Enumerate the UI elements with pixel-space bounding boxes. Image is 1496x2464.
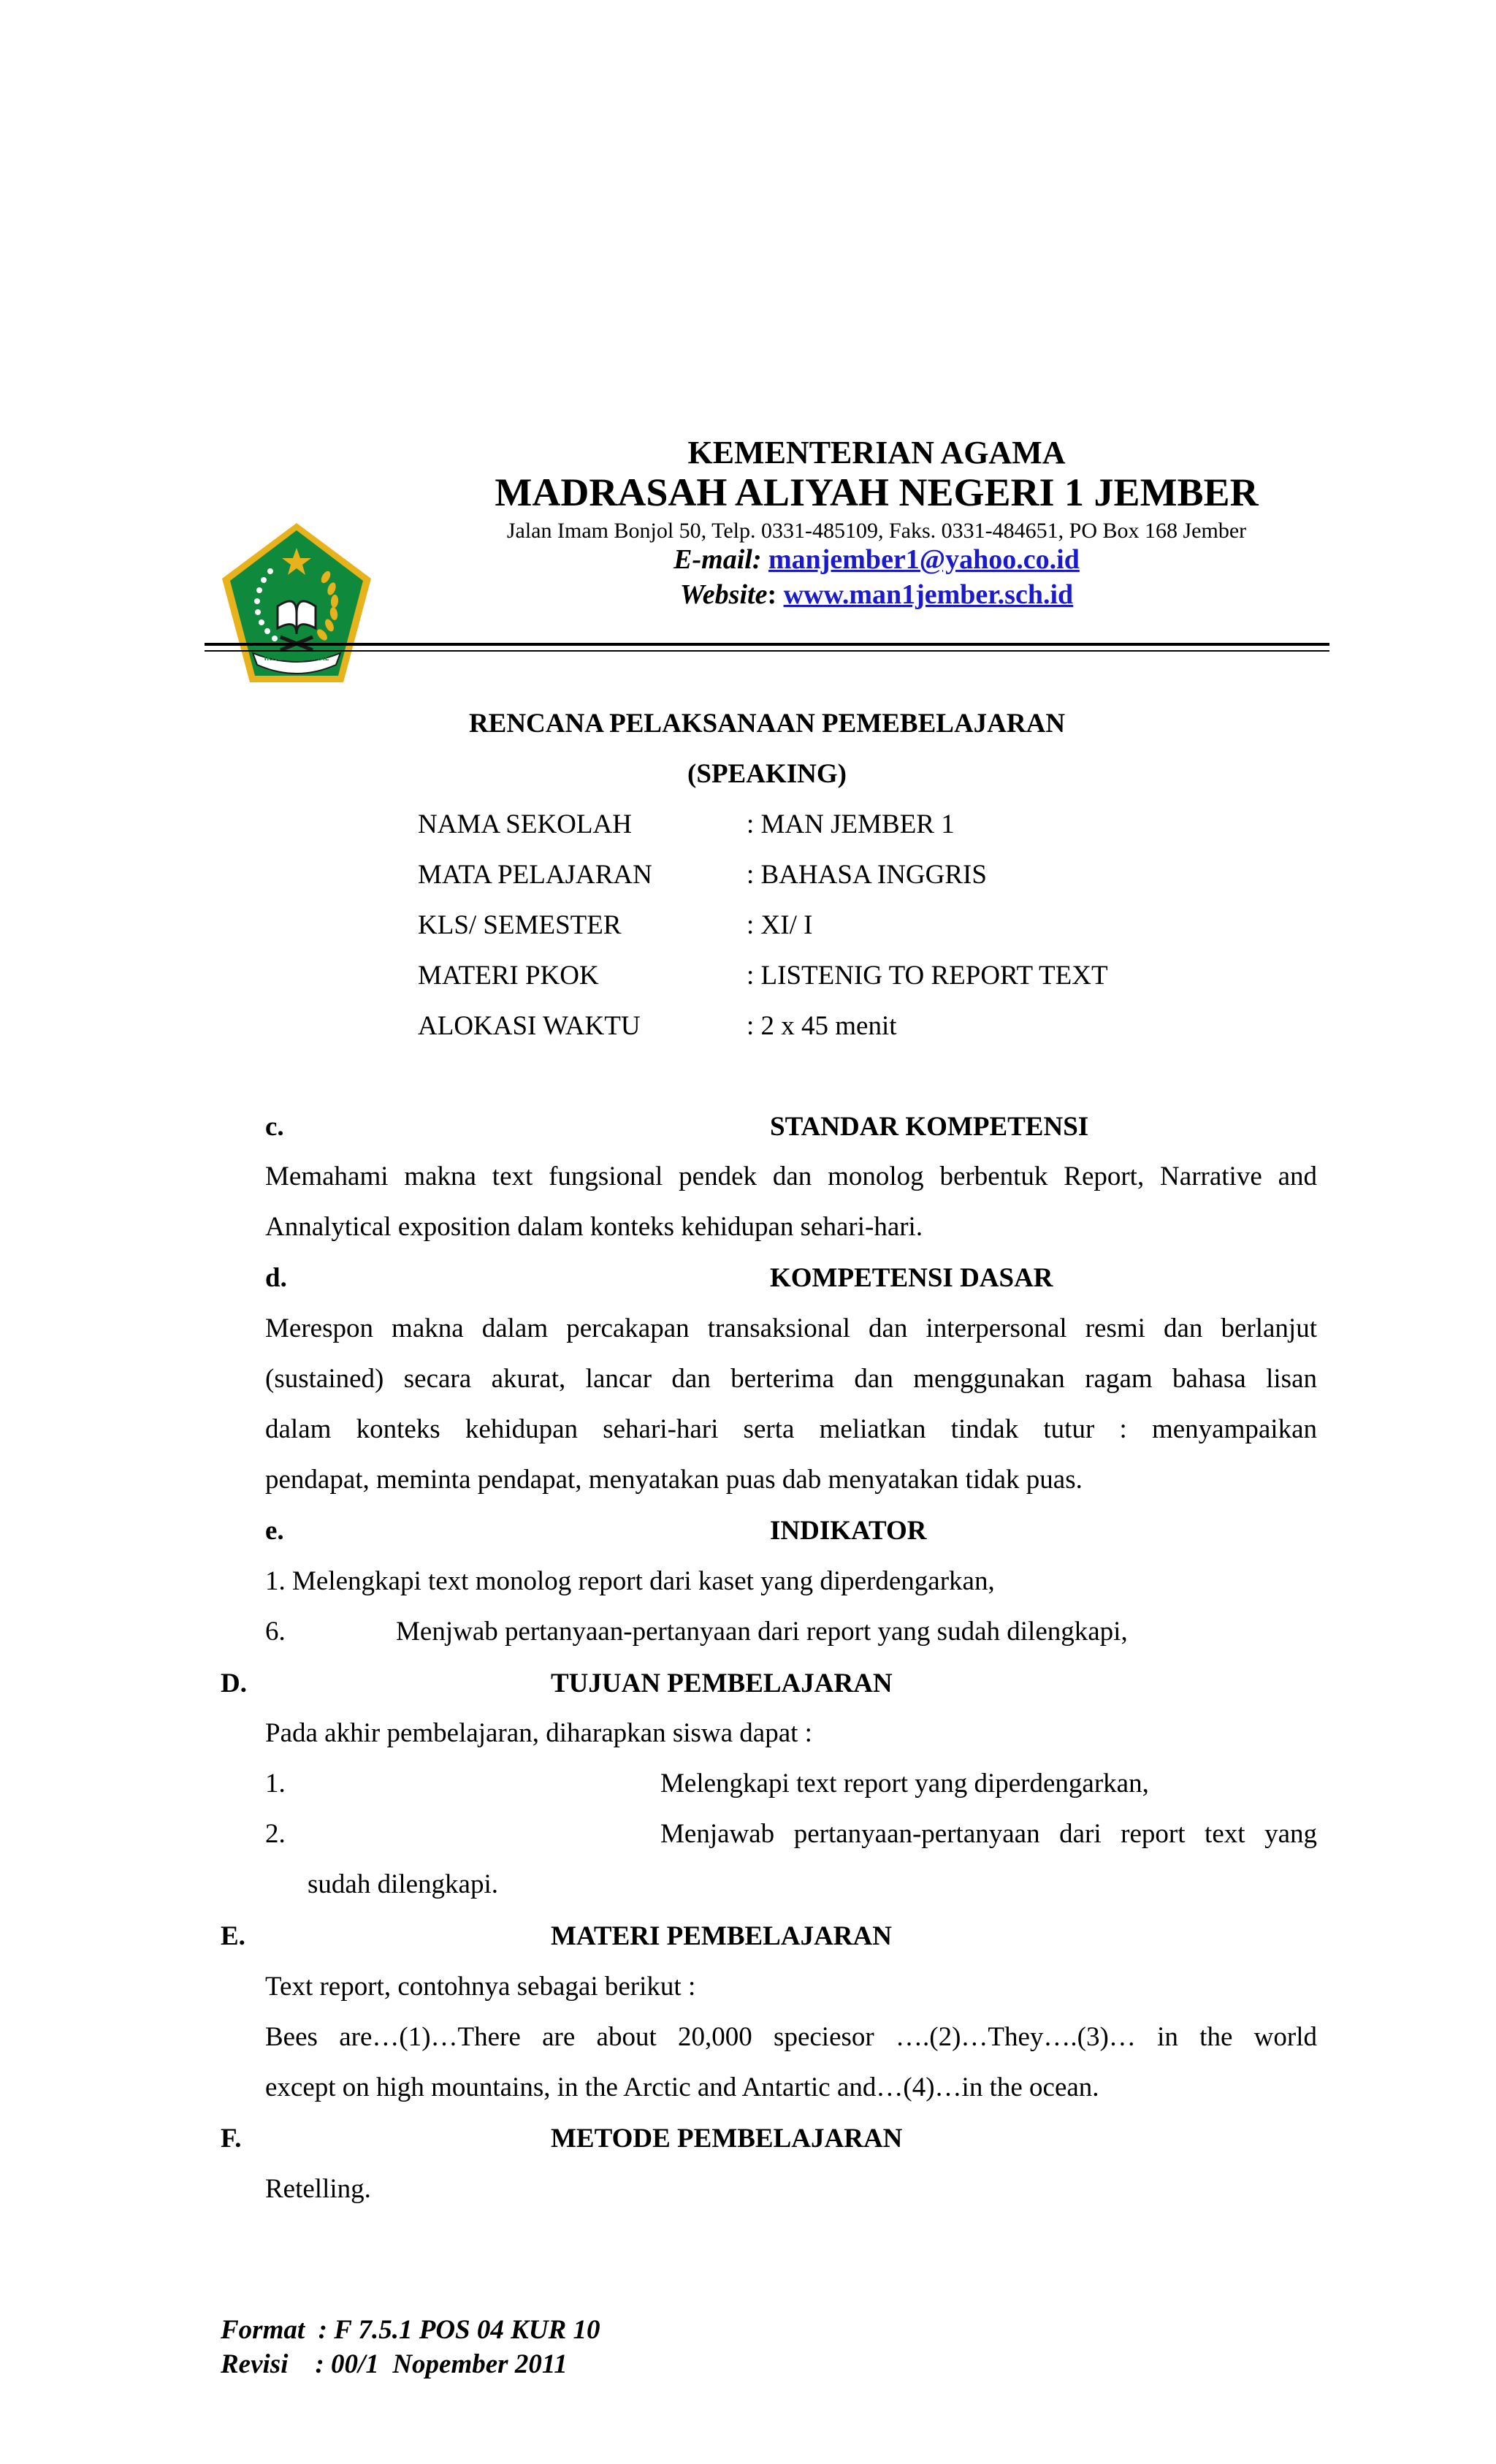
section-heading: KOMPETENSI DASAR: [770, 1263, 1053, 1293]
list-number: 1.: [265, 1769, 286, 1799]
section-letter: e.: [265, 1516, 284, 1546]
section-heading: METODE PEMBELAJARAN: [551, 2124, 903, 2154]
paragraph-line: pendapat, meminta pendapat, menyatakan puas dab menyatakan tidak puas.: [265, 1465, 1083, 1495]
website-line: [365, 579, 1388, 611]
section-letter: E.: [221, 1921, 245, 1951]
email-link[interactable]: manjember1@yahoo.co.id: [768, 544, 1080, 575]
document-title: RENCANA PELAKSANAAN PEMEBELAJARAN: [468, 709, 1066, 739]
info-label: MATA PELAJARAN: [418, 860, 652, 890]
paragraph-line: Annalytical exposition dalam konteks kehidupan sehari-hari.: [265, 1212, 923, 1242]
info-label: NAMA SEKOLAH: [418, 809, 632, 839]
list-item: Menjwab pertanyaan-pertanyaan dari report yang sudah dilengkapi,: [396, 1617, 1128, 1647]
paragraph-line: Retelling.: [265, 2174, 371, 2204]
footer-format: Format : F 7.5.1 POS 04 KUR 10: [221, 2315, 600, 2345]
info-value: : XI/ I: [747, 910, 813, 940]
school-name: MADRASAH ALIYAH NEGERI 1 JEMBER: [495, 470, 1259, 514]
list-number: 6.: [265, 1617, 286, 1647]
paragraph-line: Bees are…(1)…There are about 20,000 speciesor ….(2)…They….(3)… in the world: [265, 2022, 1317, 2052]
paragraph-line: (sustained) secara akurat, lancar dan berterima dan menggunakan ragam bahasa lisan: [265, 1364, 1317, 1394]
section-heading: STANDAR KOMPETENSI: [770, 1112, 1089, 1142]
list-item: Menjawab pertanyaan-pertanyaan dari report text yang: [660, 1819, 1317, 1849]
list-item: 1. Melengkapi text monolog report dari kaset yang diperdengarkan,: [265, 1566, 995, 1596]
info-label: MATERI PKOK: [418, 961, 599, 991]
info-value: : LISTENIG TO REPORT TEXT: [747, 961, 1108, 991]
info-value: : MAN JEMBER 1: [747, 809, 955, 839]
info-value: : BAHASA INGGRIS: [747, 860, 987, 890]
info-label: KLS/ SEMESTER: [418, 910, 622, 940]
ministry-name: KEMENTERIAN AGAMA: [687, 435, 1066, 470]
header-divider-thin: [205, 650, 1329, 652]
school-address: Jalan Imam Bonjol 50, Telp. 0331-485109, Faks. 0331-484651, PO Box 168 Jember: [506, 519, 1247, 543]
list-number: 2.: [265, 1819, 286, 1849]
info-label: ALOKASI WAKTU: [418, 1011, 641, 1041]
email-label: E-mail:: [673, 544, 762, 575]
website-label: Website: [679, 579, 768, 610]
email-line: [365, 543, 1388, 576]
website-colon: :: [767, 579, 777, 610]
section-letter: D.: [221, 1668, 247, 1698]
section-letter: d.: [265, 1263, 287, 1293]
website-link[interactable]: www.man1jember.sch.id: [783, 579, 1074, 610]
paragraph-line: Pada akhir pembelajaran, diharapkan siswa dapat :: [265, 1718, 812, 1748]
paragraph-line: Merespon makna dalam percakapan transaksional dan interpersonal resmi dan berlanjut: [265, 1313, 1317, 1343]
paragraph-line: Memahami makna text fungsional pendek dan monolog berbentuk Report, Narrative and: [265, 1162, 1317, 1191]
section-heading: MATERI PEMBELAJARAN: [551, 1921, 892, 1951]
section-heading: INDIKATOR: [770, 1516, 927, 1546]
logo-motto: IKHLAS BERAMAL: [264, 655, 329, 663]
paragraph-line: Text report, contohnya sebagai berikut :: [265, 1972, 696, 2002]
section-letter: c.: [265, 1112, 284, 1142]
section-heading: TUJUAN PEMBELAJARAN: [551, 1668, 893, 1698]
list-item: Melengkapi text report yang diperdengarkan,: [660, 1769, 1149, 1799]
paragraph-line: except on high mountains, in the Arctic and Antartic and…(4)…in the ocean.: [265, 2072, 1099, 2102]
section-letter: F.: [221, 2124, 242, 2154]
document-subtitle: (SPEAKING): [687, 759, 847, 789]
info-value: : 2 x 45 menit: [747, 1011, 897, 1041]
header-divider: [205, 643, 1329, 646]
footer-revision: Revisi : 00/1 Nopember 2011: [221, 2349, 568, 2379]
list-item-continued: sudah dilengkapi.: [308, 1869, 499, 1899]
paragraph-line: dalam konteks kehidupan sehari-hari serta meliatkan tindak tutur : menyampaikan: [265, 1414, 1317, 1444]
